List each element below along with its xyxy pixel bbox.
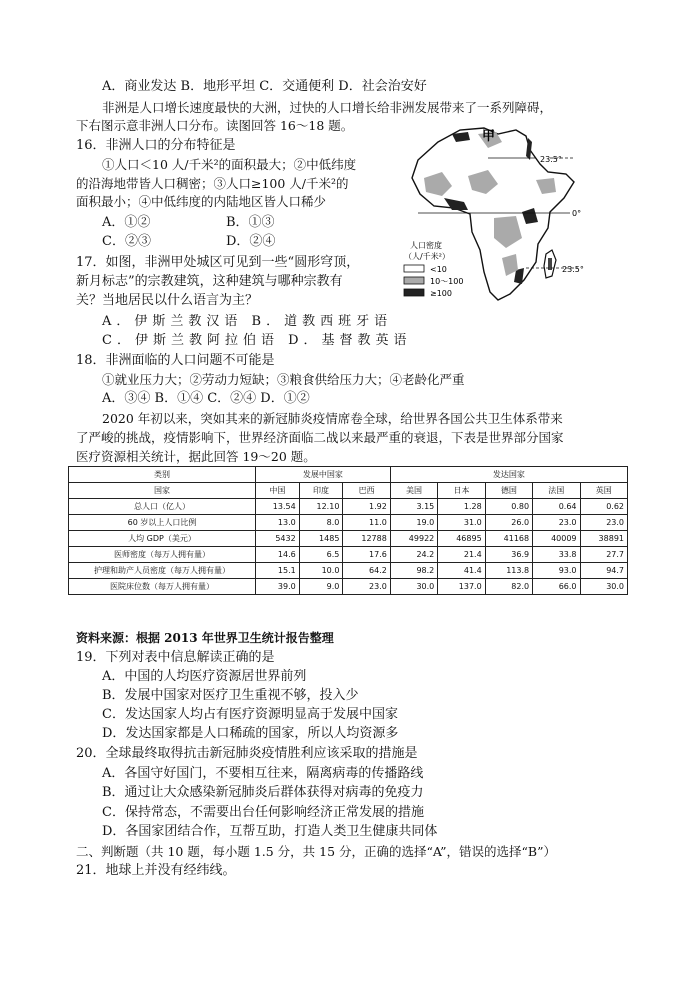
table-cell: 36.9 [485, 547, 532, 563]
table-cell: 12788 [343, 531, 390, 547]
legend-swatch-high [404, 289, 424, 296]
q18-options: A．③④ B．①④ C．②④ D．①② [102, 391, 310, 406]
legend-swatch-medium [404, 277, 424, 284]
lat-north-label: 23.5° [540, 155, 562, 164]
table-cell: 31.0 [438, 515, 485, 531]
q17-options-line1: A．伊斯兰教汉语 B．道教西班牙语 [102, 314, 393, 329]
row-label: 人均 GDP（美元） [69, 531, 256, 547]
table-cell: 21.4 [438, 547, 485, 563]
table-cell: 38891 [580, 531, 627, 547]
table-cell: 30.0 [580, 579, 627, 595]
table-cell: 40009 [533, 531, 580, 547]
q19-option-c: C．发达国家人均占有医疗资源明显高于发展中国家 [102, 707, 398, 722]
table-cell: 17.6 [343, 547, 390, 563]
table-row [69, 531, 628, 547]
table-cell: 3.15 [390, 499, 437, 515]
q19-stem: 19．下列对表中信息解读正确的是 [76, 650, 275, 665]
table-cell: 19.0 [390, 515, 437, 531]
table-cell: 27.7 [580, 547, 627, 563]
q20-option-a: A．各国守好国门，不要相互往来，隔离病毒的传播路线 [102, 766, 424, 781]
legend-swatch-low [404, 265, 424, 272]
table-cell: 0.64 [533, 499, 580, 515]
header-category: 类别 [69, 467, 256, 483]
q20-stem: 20．全球最终取得抗击新冠肺炎疫情胜利应该采取的措施是 [76, 746, 418, 761]
table-cell: 13.54 [256, 499, 300, 515]
q16-line1: ①人口＜10 人/千米²的面积最大；②中低纬度 [102, 157, 357, 172]
table-country-row [69, 483, 628, 499]
q19-option-b: B．发展中国家对医疗卫生重视不够，投入少 [102, 688, 359, 703]
q17-line2: 新月标志”的宗教建筑，这种建筑与哪种宗教有 [76, 274, 343, 289]
intro3-line3: 医疗资源相关统计，据此回答 19～20 题。 [76, 449, 316, 464]
q18-stem: 18．非洲面临的人口问题不可能是 [76, 353, 275, 368]
table-cell: 23.0 [343, 579, 390, 595]
africa-population-map [398, 120, 598, 310]
table-cell: 26.0 [485, 515, 532, 531]
table-row [69, 499, 628, 515]
top-options: A．商业发达 B．地形平坦 C．交通便利 D．社会治安好 [102, 79, 427, 94]
q20-option-b: B．通过让大众感染新冠肺炎后群体获得对病毒的免疫力 [102, 785, 424, 800]
header-developing: 发展中国家 [256, 467, 391, 483]
q17-options-line2: C．伊斯兰教阿拉伯语 D．基督教英语 [102, 333, 412, 348]
table-row [69, 515, 628, 531]
intro3-line2: 了严峻的挑战，疫情影响下，世界经济面临二战以来最严重的衰退，下表是世界部分国家 [76, 430, 564, 445]
table-row [69, 563, 628, 579]
intro3-line1: 2020 年初以来，突如其来的新冠肺炎疫情席卷全球，给世界各国公共卫生体系带来 [102, 411, 563, 426]
q21-stem: 21．地球上并没有经纬线。 [76, 863, 236, 878]
legend-label-high: ≥100 [430, 289, 452, 298]
q19-option-a: A．中国的人均医疗资源居世界前列 [102, 669, 307, 684]
label-jia: 甲 [482, 129, 496, 144]
header-country: 国家 [69, 483, 256, 499]
section2-heading: 二、判断题（共 10 题，每小题 1.5 分，共 15 分，正确的选择“A”，错误的选择“B”） [76, 844, 556, 859]
row-label: 护理和助产人员密度（每万人拥有量） [69, 563, 256, 579]
q18-line1: ①就业压力大；②劳动力短缺；③粮食供给压力大；④老龄化严重 [102, 372, 465, 387]
country-cell: 中国 [256, 483, 300, 499]
table-cell: 39.0 [256, 579, 300, 595]
table-cell: 41168 [485, 531, 532, 547]
table-cell: 1485 [299, 531, 343, 547]
table-cell: 5432 [256, 531, 300, 547]
legend-label-medium: 10～100 [430, 277, 464, 286]
table-cell: 98.2 [390, 563, 437, 579]
lat-equator-label: 0° [572, 209, 582, 218]
intro-paragraph-line1: 非洲是人口增长速度最快的大洲，过快的人口增长给非洲发展带来了一系列障碍， [102, 100, 553, 115]
table-cell: 64.2 [343, 563, 390, 579]
table-cell: 0.62 [580, 499, 627, 515]
table-cell: 8.0 [299, 515, 343, 531]
country-cell: 德国 [485, 483, 532, 499]
legend-title-2: （人/千米²） [404, 252, 450, 261]
q16-option-b: B．①③ [226, 215, 275, 230]
table-cell: 33.8 [533, 547, 580, 563]
table-cell: 41.4 [438, 563, 485, 579]
row-label: 医院床位数（每万人拥有量） [69, 579, 256, 595]
table-cell: 12.10 [299, 499, 343, 515]
table-cell: 0.80 [485, 499, 532, 515]
q17-line3: 关？当地居民以什么语言为主？ [76, 293, 259, 308]
country-cell: 日本 [438, 483, 485, 499]
table-cell: 23.0 [533, 515, 580, 531]
table-cell: 137.0 [438, 579, 485, 595]
country-cell: 法国 [533, 483, 580, 499]
table-cell: 1.92 [343, 499, 390, 515]
row-label: 医师密度（每万人拥有量） [69, 547, 256, 563]
country-cell: 巴西 [343, 483, 390, 499]
table-cell: 82.0 [485, 579, 532, 595]
country-cell: 美国 [390, 483, 437, 499]
table-header-row [69, 467, 628, 483]
q16-line2: 的沿海地带皆人口稠密；③人口≥100 人/千米²的 [76, 176, 349, 191]
table-cell: 15.1 [256, 563, 300, 579]
legend-title-1: 人口密度 [410, 241, 442, 250]
table-cell: 1.28 [438, 499, 485, 515]
table-cell: 14.6 [256, 547, 300, 563]
table-cell: 66.0 [533, 579, 580, 595]
q16-line3: 面积最小；④中低纬度的内陆地区皆人口稀少 [76, 194, 327, 209]
table-cell: 24.2 [390, 547, 437, 563]
q16-option-d: D．②④ [226, 234, 276, 249]
table-cell: 49922 [390, 531, 437, 547]
table-row [69, 579, 628, 595]
table-cell: 30.0 [390, 579, 437, 595]
header-developed: 发达国家 [390, 467, 627, 483]
country-cell: 英国 [580, 483, 627, 499]
table-cell: 93.0 [533, 563, 580, 579]
q16-stem: 16．非洲人口的分布特征是 [76, 138, 236, 153]
table-source: 资料来源：根据 2013 年世界卫生统计报告整理 [76, 631, 334, 645]
lat-south-label: 23.5° [562, 265, 584, 274]
intro-paragraph-line2: 下右图示意非洲人口分布。读图回答 16～18 题。 [76, 118, 354, 133]
table-cell: 10.0 [299, 563, 343, 579]
q20-option-c: C．保持常态，不需要出台任何影响经济正常发展的措施 [102, 805, 424, 820]
q16-option-c: C．②③ [102, 234, 151, 249]
table-cell: 46895 [438, 531, 485, 547]
q20-option-d: D．各国家团结合作，互帮互助，打造人类卫生健康共同体 [102, 824, 438, 839]
table-cell: 6.5 [299, 547, 343, 563]
table-cell: 11.0 [343, 515, 390, 531]
q17-line1: 17．如图，非洲甲处城区可见到一些“圆形穹顶， [76, 255, 360, 270]
row-label: 60 岁以上人口比例 [69, 515, 256, 531]
table-cell: 9.0 [299, 579, 343, 595]
table-cell: 13.0 [256, 515, 300, 531]
country-cell: 印度 [299, 483, 343, 499]
medical-resources-table [68, 466, 628, 595]
table-cell: 23.0 [580, 515, 627, 531]
q19-option-d: D．发达国家都是人口稀疏的国家，所以人均资源多 [102, 726, 399, 741]
row-label: 总人口（亿人） [69, 499, 256, 515]
legend-label-low: <10 [430, 265, 447, 274]
q16-option-a: A．①② [102, 215, 151, 230]
table-cell: 94.7 [580, 563, 627, 579]
table-row [69, 547, 628, 563]
table-cell: 113.8 [485, 563, 532, 579]
